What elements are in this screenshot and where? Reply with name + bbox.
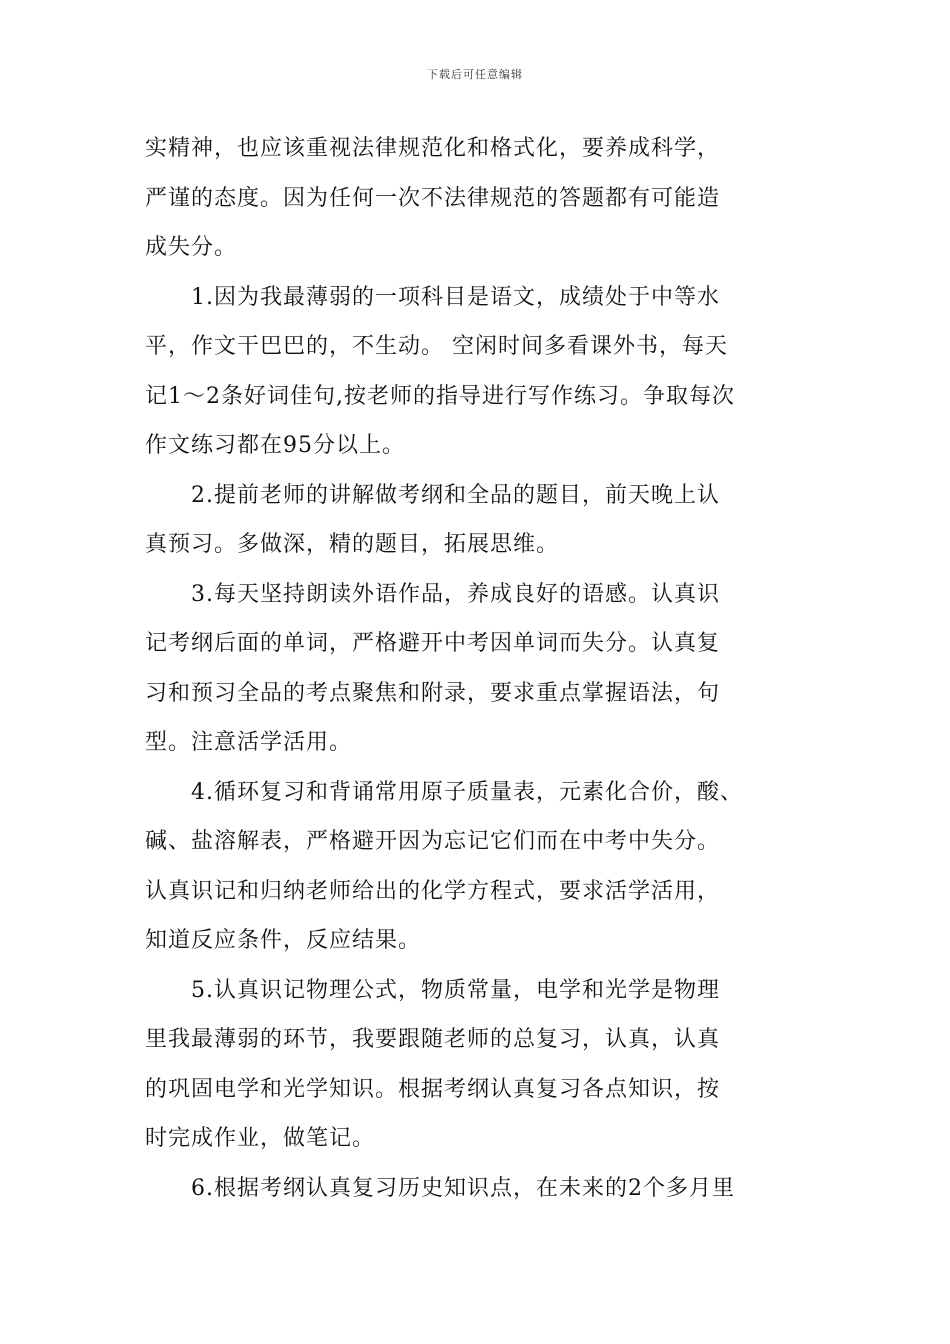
text-line: 真预习。多做深，精的题目，拓展思维。 <box>145 532 560 557</box>
paragraph-item-5 <box>145 966 815 1164</box>
text-line: 4.循环复习和背诵常用原子质量表，元素化合价，酸、 <box>191 779 743 805</box>
paragraph-item-2 <box>145 471 815 570</box>
text-line: 里我最薄弱的环节，我要跟随老师的总复习，认真，认真 <box>145 1027 721 1052</box>
text-line: 严谨的态度。因为任何一次不法律规范的答题都有可能造 <box>145 185 721 211</box>
text-line: 实精神，也应该重视法律规范化和格式化，要养成科学， <box>145 136 721 161</box>
text-line: 的巩固电学和光学知识。根据考纲认真复习各点知识，按 <box>145 1076 721 1102</box>
paragraph-item-3 <box>145 570 815 768</box>
text-line: 1.因为我最薄弱的一项科目是语文，成绩处于中等水 <box>191 284 720 310</box>
paragraph-item-1 <box>145 273 815 471</box>
text-line: 知道反应条件，反应结果。 <box>145 928 422 953</box>
page-header: 下载后可任意编辑 <box>427 68 523 81</box>
text-line: 习和预习全品的考点聚焦和附录，要求重点掌握语法，句 <box>145 680 721 706</box>
document-body <box>145 124 815 1213</box>
text-line: 5.认真识记物理公式，物质常量，电学和光学是物理 <box>191 977 720 1003</box>
paragraph-item-4 <box>145 768 815 966</box>
text-line: 记1～2条好词佳句,按老师的指导进行写作练习。争取每次 <box>145 383 735 409</box>
text-line: 3.每天坚持朗读外语作品，养成良好的语感。认真识 <box>191 581 720 607</box>
text-line: 作文练习都在95分以上。 <box>145 433 405 458</box>
paragraph-continuation <box>145 124 815 273</box>
text-line: 记考纲后面的单词，严格避开中考因单词而失分。认真复 <box>145 631 721 656</box>
text-line: 时完成作业，做笔记。 <box>145 1126 376 1151</box>
text-line: 6.根据考纲认真复习历史知识点，在未来的2个多月里 <box>191 1175 735 1201</box>
text-line: 认真识记和归纳老师给出的化学方程式，要求活学活用， <box>145 878 721 904</box>
text-line: 型。注意活学活用。 <box>145 730 353 755</box>
paragraph-item-6 <box>145 1164 815 1214</box>
text-line: 平，作文干巴巴的，不生动。 空闲时间多看课外书，每天 <box>145 334 728 359</box>
text-line: 2.提前老师的讲解做考纲和全品的题目，前天晚上认 <box>191 482 720 508</box>
text-line: 成失分。 <box>145 235 238 260</box>
text-line: 碱、盐溶解表，严格避开因为忘记它们而在中考中失分。 <box>145 829 721 854</box>
